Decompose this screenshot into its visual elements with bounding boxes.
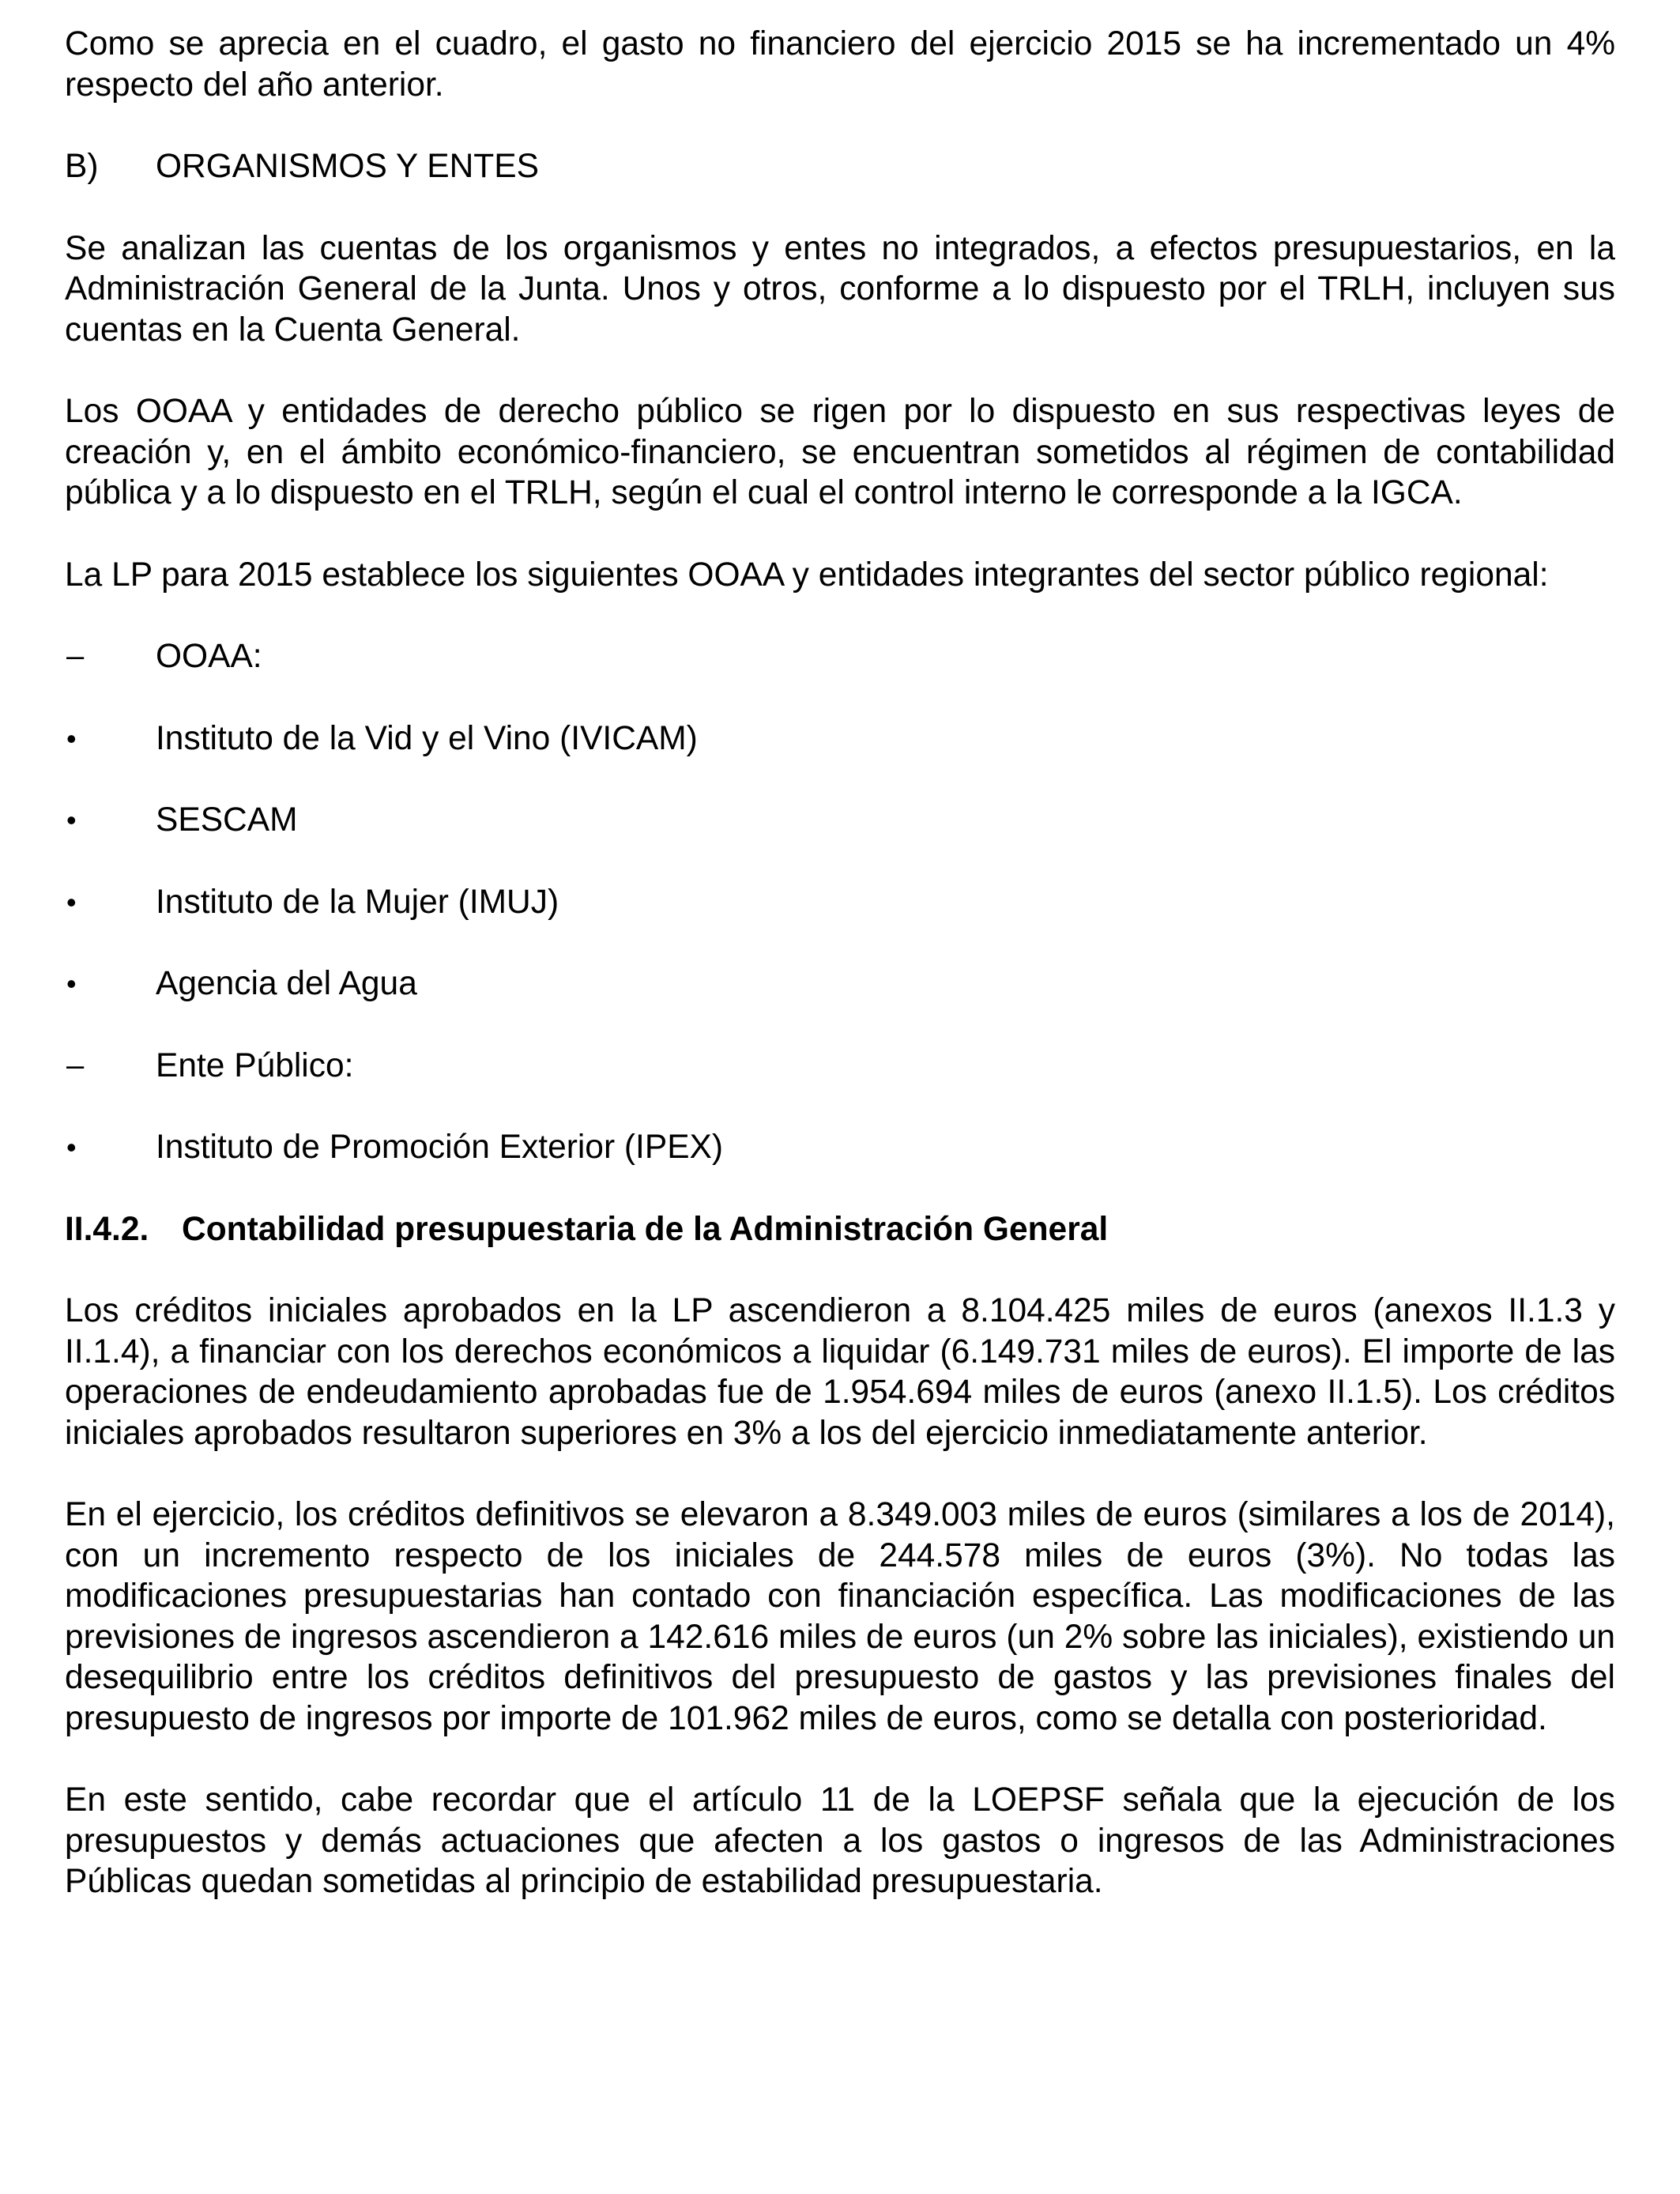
dash-marker: –: [66, 1047, 85, 1083]
section-title: ORGANISMOS Y ENTES: [156, 148, 539, 185]
paragraph-gasto-no-financiero: Como se aprecia en el cuadro, el gasto no financiero del ejercicio 2015 se ha incrementado un 4% respecto del año anterior.: [65, 25, 1615, 104]
list-item: [65, 882, 1615, 923]
section-letter: B): [65, 148, 99, 185]
list-group-label: OOAA:: [156, 638, 262, 675]
bullet-marker: •: [66, 885, 77, 918]
list-item-label: Agencia del Agua: [156, 965, 417, 1002]
list-item: [65, 718, 1615, 760]
section-b-heading: [65, 146, 1615, 187]
bullet-marker: •: [66, 967, 77, 1000]
paragraph-ooaa-regimen: Los OOAA y entidades de derecho público se rigen por lo dispuesto en sus respectivas leyes de creación y, en el ámbito económico-financiero, se encuentran sometidos al régimen de contabilidad pública y a lo dispuesto en el TRLH, según el cual el control interno le corresponde a la IGCA.: [65, 393, 1615, 511]
list-item: [65, 800, 1615, 841]
list-item: [65, 963, 1615, 1005]
paragraph-loepsf: En este sentido, cabe recordar que el artículo 11 de la LOEPSF señala que la ejecución de los presupuestos y demás actuaciones que afecten a los gastos o ingresos de las Administraciones Públicas quedan sometidas al principio de estabilidad presupuestaria.: [65, 1781, 1615, 1900]
list-item-label: Instituto de la Mujer (IMUJ): [156, 883, 559, 921]
list-group-ooaa: [65, 636, 1615, 677]
list-item-label: Instituto de Promoción Exterior (IPEX): [156, 1129, 724, 1166]
list-group-ente-publico: [65, 1046, 1615, 1087]
section-heading-ii-4-2: [65, 1209, 1615, 1250]
document-page: [65, 24, 1615, 1943]
list-item: [65, 1127, 1615, 1168]
list-group-label: Ente Público:: [156, 1046, 354, 1084]
list-item-label: Instituto de la Vid y el Vino (IVICAM): [156, 719, 698, 757]
paragraph-creditos-iniciales: Los créditos iniciales aprobados en la LP ascendieron a 8.104.425 miles de euros (anexos II.1.3 y II.1.4), a financiar con los derechos económicos a liquidar (6.149.731 miles de euros). El importe de las operaciones de endeudamiento aprobadas fue de 1.954.694 miles de euros (anexo II.1.5). Los créditos iniciales aprobados resultaron superiores en 3% a los del ejercicio inmediatamente anterior.: [65, 1292, 1615, 1452]
bullet-marker: •: [66, 722, 77, 755]
bullet-marker: •: [66, 1131, 77, 1163]
list-item-label: SESCAM: [156, 801, 298, 839]
paragraph-cuentas-organismos: Se analizan las cuentas de los organismos y entes no integrados, a efectos presupuestarios, en la Administración General de la Junta. Unos y otros, conforme a lo dispuesto por el TRLH, incluyen sus cuentas en la Cuenta General.: [65, 229, 1615, 349]
paragraph-creditos-definitivos: En el ejercicio, los créditos definitivos se elevaron a 8.349.003 miles de euros (similares a los de 2014), con un incremento respecto de los iniciales de 244.578 miles de euros (3%). No todas las modificaciones presupuestarias han contado con financiación específica. Las modificaciones de las previsiones de ingresos ascendieron a 142.616 miles de euros (un 2% sobre las iniciales), existiendo un desequilibrio entre los créditos definitivos del presupuesto de gastos y las previsiones finales del presupuesto de ingresos por importe de 101.962 miles de euros, como se detalla con posterioridad.: [65, 1496, 1615, 1737]
heading-title: Contabilidad presupuestaria de la Administración General: [182, 1210, 1109, 1248]
dash-marker: –: [66, 639, 85, 673]
heading-number: II.4.2.: [65, 1210, 149, 1248]
bullet-marker: •: [66, 804, 77, 836]
paragraph-lp-2015: La LP para 2015 establece los siguientes OOAA y entidades integrantes del sector público regional:: [65, 556, 1549, 594]
